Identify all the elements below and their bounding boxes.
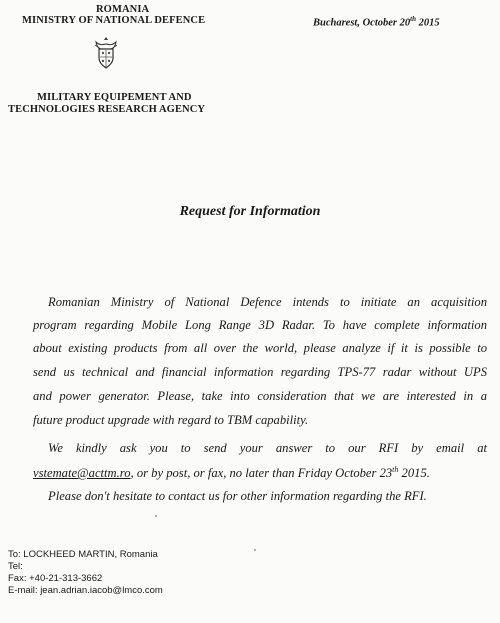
header-agency-line2: TECHNOLOGIES RESEARCH AGENCY: [8, 104, 206, 115]
recipient-fax: Fax: +40-21-313-3662: [8, 573, 103, 584]
letter-date: [313, 15, 440, 29]
header-ministry: MINISTRY OF NATIONAL DEFENCE: [22, 15, 206, 26]
scan-speck: [254, 549, 256, 551]
p2-rest: , or by post, or fax, no later than Friday October 23: [130, 466, 393, 481]
header-country: ROMANIA: [96, 4, 150, 15]
p1-line: send us technical and financial information regarding TPS-77 radar without UPS: [33, 365, 487, 379]
recipient-tel: Tel:: [8, 561, 23, 572]
p1-line: Romanian Ministry of National Defence intends to initiate an acquisition: [48, 295, 487, 309]
recipient-to: To: LOCKHEED MARTIN, Romania: [8, 549, 158, 560]
p2-sup: th: [392, 465, 399, 474]
p1-line: and power generator. Please, take into consideration that we are interested in a: [33, 389, 487, 403]
document-title: Request for Information: [179, 204, 321, 219]
scan-speck: [155, 515, 157, 517]
rfi-email-link[interactable]: vstemate@acttm.ro: [33, 466, 131, 481]
recipient-email[interactable]: E-mail: jean.adrian.iacob@lmco.com: [8, 585, 163, 596]
p2-line: [33, 465, 487, 481]
header-agency-line1: MILITARY EQUIPEMENT AND: [37, 92, 192, 103]
p2-end: 2015.: [398, 466, 430, 481]
coat-of-arms-icon: [93, 36, 119, 70]
date-sup: th: [410, 15, 416, 23]
p1-line: future product upgrade with regard to TBM capability.: [33, 413, 309, 427]
date-prefix: Bucharest, October 20: [313, 17, 411, 29]
p3-line: Please don't hesitate to contact us for other information regarding the RFI.: [48, 489, 427, 503]
p2-line: We kindly ask you to send your answer to our RFI by email at: [48, 441, 487, 455]
p1-line: program regarding Mobile Long Range 3D Radar. To have complete information: [33, 318, 487, 332]
date-suffix: 2015: [415, 17, 440, 29]
p1-line: about existing products from all over the world, please analyze if it is possible to: [33, 341, 487, 355]
